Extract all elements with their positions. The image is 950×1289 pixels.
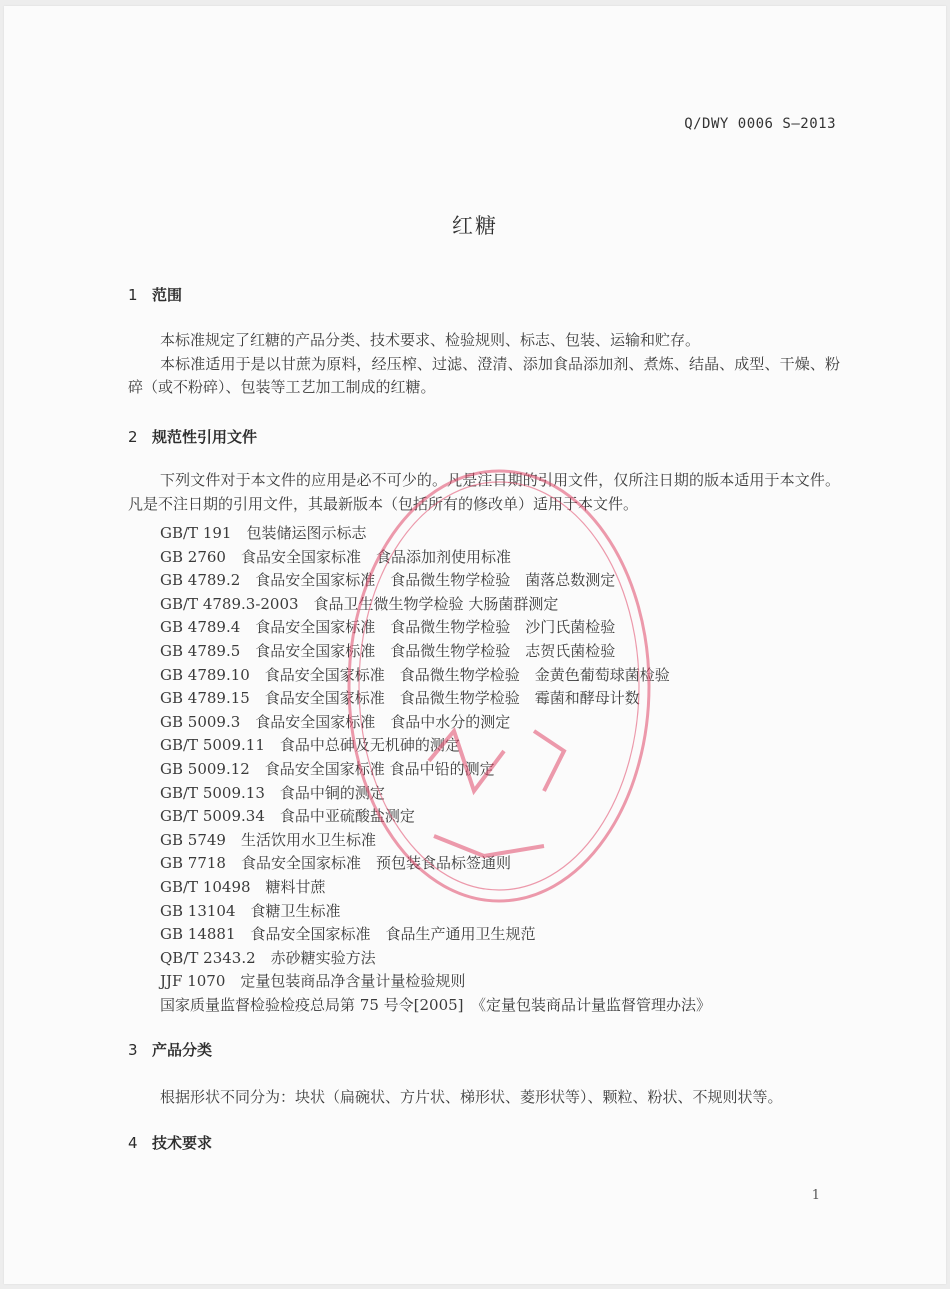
reference-item: GB 4789.4 食品安全国家标准 食品微生物学检验 沙门氏菌检验 (160, 618, 616, 637)
section-2-intro (128, 469, 840, 516)
reference-item: GB/T 10498 糖料甘蔗 (160, 877, 326, 896)
reference-item: GB 5749 生活饮用水卫生标准 (160, 830, 376, 849)
section-title: 产品分类 (152, 1041, 213, 1059)
paragraph: 本标准适用于是以甘蔗为原料，经压榨、过滤、澄清、添加食品添加剂、煮炼、结晶、成型、干燥、粉碎（或不粉碎）、包装等工艺加工制成的红糖。 (128, 354, 840, 396)
reference-item: GB 4789.5 食品安全国家标准 食品微生物学检验 志贺氏菌检验 (160, 641, 616, 660)
section-title: 规范性引用文件 (152, 428, 258, 446)
section-title: 范围 (152, 286, 183, 304)
reference-item: GB 4789.15 食品安全国家标准 食品微生物学检验 霉菌和酵母计数 (160, 689, 640, 708)
section-number: 2 (128, 428, 138, 446)
reference-item: GB 13104 食糖卫生标准 (160, 901, 341, 920)
standard-code: Q/DWY 0006 S—2013 (684, 116, 836, 132)
document-page (4, 6, 946, 1284)
page-number: 1 (811, 1188, 820, 1203)
reference-item: GB 5009.3 食品安全国家标准 食品中水分的测定 (160, 712, 511, 731)
section-title: 技术要求 (152, 1134, 213, 1152)
reference-list (160, 522, 711, 1017)
section-4-heading (128, 1132, 212, 1153)
section-3-body (128, 1086, 840, 1110)
reference-item: GB 5009.12 食品安全国家标准 食品中铅的测定 (160, 759, 495, 778)
section-number: 4 (128, 1134, 138, 1152)
reference-item: GB 2760 食品安全国家标准 食品添加剂使用标准 (160, 547, 511, 566)
reference-item: GB 4789.2 食品安全国家标准 食品微生物学检验 菌落总数测定 (160, 571, 616, 590)
reference-item: GB 7718 食品安全国家标准 预包装食品标签通则 (160, 854, 511, 873)
document-title: 红糖 (452, 214, 498, 238)
reference-item: GB/T 5009.34 食品中亚硫酸盐测定 (160, 807, 415, 826)
reference-item: GB 14881 食品安全国家标准 食品生产通用卫生规范 (160, 925, 536, 944)
paragraph: 根据形状不同分为：块状（扁碗状、方片状、梯形状、菱形状等）、颗粒、粉状、不规则状等。 (160, 1088, 783, 1106)
reference-item: QB/T 2343.2 赤砂糖实验方法 (160, 948, 376, 967)
reference-item: GB 4789.10 食品安全国家标准 食品微生物学检验 金黄色葡萄球菌检验 (160, 665, 670, 684)
section-1-heading (128, 284, 182, 305)
section-2-heading (128, 426, 257, 447)
reference-item: GB/T 5009.11 食品中总砷及无机砷的测定 (160, 736, 460, 755)
section-3-heading (128, 1039, 212, 1060)
section-number: 3 (128, 1041, 138, 1059)
reference-item: GB/T 191 包装储运图示标志 (160, 524, 367, 542)
paragraph: 下列文件对于本文件的应用是必不可少的。凡是注日期的引用文件，仅所注日期的版本适用于本文件。凡是不注日期的引用文件，其最新版本（包括所有的修改单）适用于本文件。 (128, 471, 840, 513)
paragraph: 本标准规定了红糖的产品分类、技术要求、检验规则、标志、包装、运输和贮存。 (160, 331, 701, 349)
reference-item: 国家质量监督检验检疫总局第 75 号令[2005] 《定量包装商品计量监督管理办法》 (160, 995, 712, 1014)
reference-item: GB/T 4789.3-2003 食品卫生微生物学检验 大肠菌群测定 (160, 594, 559, 613)
reference-item: GB/T 5009.13 食品中铜的测定 (160, 783, 385, 802)
section-number: 1 (128, 286, 138, 304)
section-1-body (128, 329, 840, 400)
reference-item: JJF 1070 定量包装商品净含量计量检验规则 (160, 972, 466, 991)
